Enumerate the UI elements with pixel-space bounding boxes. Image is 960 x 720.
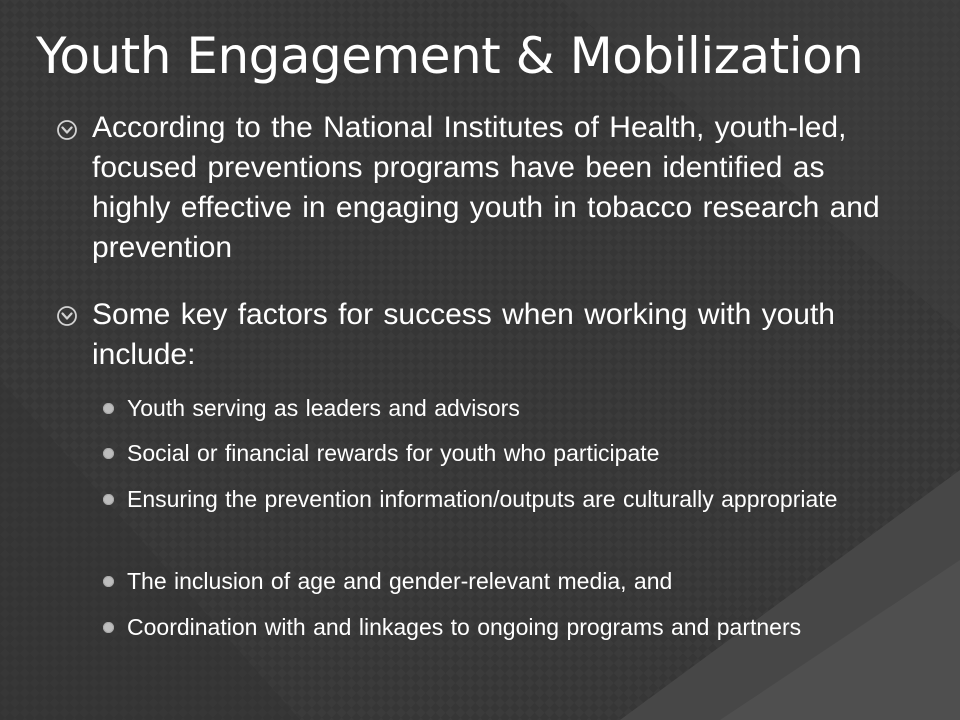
filled-circle-icon bbox=[103, 403, 114, 414]
bullet-item: Some key factors for success when working with youth include: bbox=[92, 298, 835, 371]
bullet-item: According to the National Institutes of Health, youth-led, focused preventions programs have been identified as highly effective in engaging youth in tobacco research and prevention bbox=[92, 111, 880, 264]
slide-title: Youth Engagement & Mobilization bbox=[36, 27, 864, 85]
filled-circle-icon bbox=[103, 622, 114, 633]
sub-bullet-item: Youth serving as leaders and advisors bbox=[127, 395, 520, 421]
circled-down-chevron-icon bbox=[56, 305, 78, 327]
sub-bullet-item: Coordination with and linkages to ongoing programs and partners bbox=[127, 614, 802, 640]
filled-circle-icon bbox=[103, 448, 114, 459]
filled-circle-icon bbox=[103, 576, 114, 587]
circled-down-chevron-icon bbox=[56, 119, 78, 141]
sub-bullet-item: Ensuring the prevention information/outputs are culturally appropriate bbox=[127, 486, 838, 512]
sub-bullet-item: The inclusion of age and gender-relevant media, and bbox=[127, 568, 673, 594]
sub-bullet-item: Social or financial rewards for youth who participate bbox=[127, 440, 660, 466]
filled-circle-icon bbox=[103, 494, 114, 505]
